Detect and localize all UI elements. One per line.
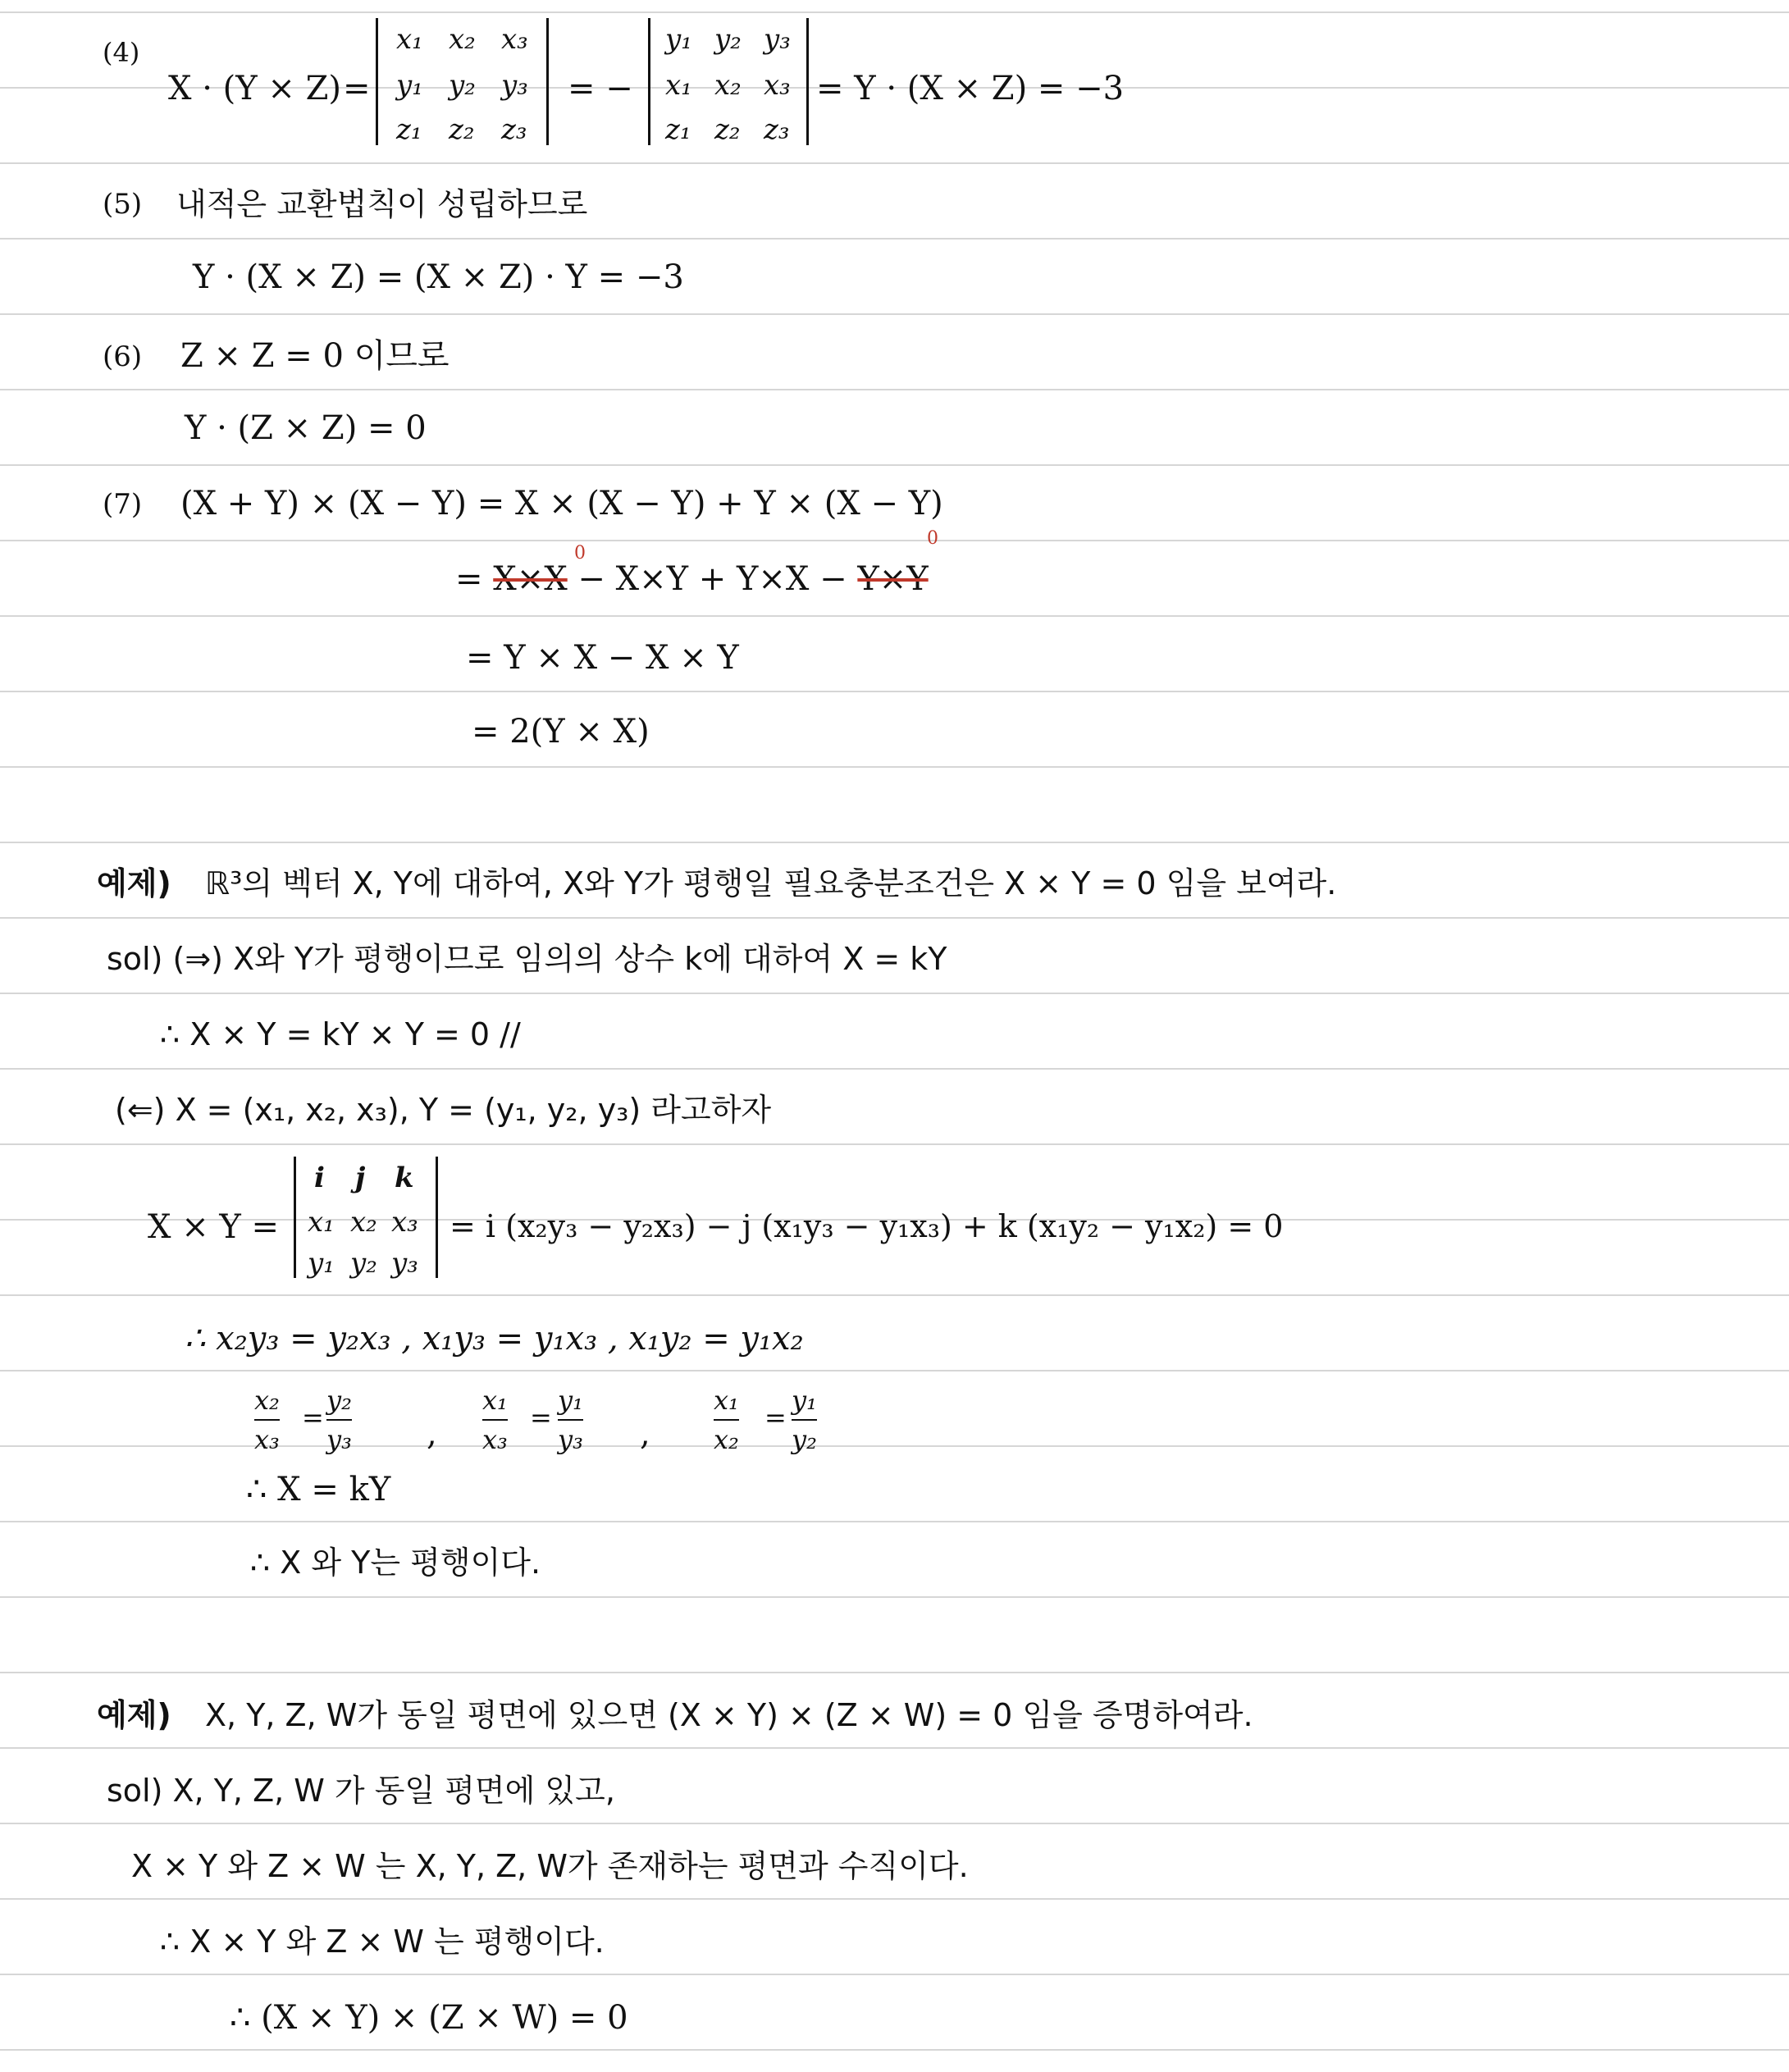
ex1-statement: ℝ³의 벡터 X, Y에 대하여, X와 Y가 평행일 필요충분조건은 X × Y = 0 임을 보여라.: [205, 865, 1337, 901]
ex1-sol-line2: ∴ X × Y = kY × Y = 0 //: [160, 1016, 521, 1052]
ex1-determinant: i j k x₁ x₂ x₃ y₁ y₂ y₃: [294, 1157, 438, 1278]
comma-1: ,: [427, 1415, 437, 1453]
p4-rhs: = Y · (X × Z) = −3: [816, 70, 1125, 107]
ex1-heading: 예제): [97, 865, 171, 901]
p4-eq1: =: [343, 70, 371, 107]
ex1-conclusion-2: ∴ X 와 Y는 평행이다.: [250, 1545, 541, 1581]
p5-eq: Y · (X × Z) = (X × Z) · Y = −3: [193, 258, 684, 296]
ex2-sol-line2: X × Y 와 Z × W 는 X, Y, Z, W가 존재하는 평면과 수직이다.: [131, 1848, 969, 1884]
p5-label: (5): [103, 188, 143, 221]
ex1-det-lhs: X × Y =: [148, 1208, 280, 1246]
fraction-3a: x₁ x₂: [714, 1385, 739, 1455]
ex1-conditions: ∴ x₂y₃ = y₂x₃ , x₁y₃ = y₁x₃ , x₁y₂ = y₁x₂: [185, 1320, 804, 1358]
fraction-3b: y₁ y₂: [792, 1385, 817, 1455]
p4-eq2: = −: [568, 70, 633, 107]
eq-sign-1: =: [302, 1402, 324, 1433]
fraction-1b: y₂ y₃: [326, 1385, 352, 1455]
cancelled-term-yy: Y×Y: [857, 560, 929, 598]
p7-line4: = 2(Y × X): [472, 713, 650, 751]
ex2-heading: 예제): [97, 1697, 171, 1733]
p7-line1: (X + Y) × (X − Y) = X × (X − Y) + Y × (X − Y): [180, 485, 943, 523]
p6-text: Z × Z = 0 이므로: [180, 337, 450, 375]
fraction-2b: y₁ y₃: [558, 1385, 583, 1455]
ex2-sol-line1: sol) X, Y, Z, W 가 동일 평면에 있고,: [107, 1773, 615, 1809]
p7-label: (7): [103, 488, 143, 521]
p4-matrix-2: y₁ y₂ y₃ x₁ x₂ x₃ z₁ z₂ z₃: [648, 18, 809, 145]
ex2-sol-line4: ∴ (X × Y) × (Z × W) = 0: [230, 1999, 628, 2037]
eq-sign-3: =: [764, 1402, 787, 1433]
comma-2: ,: [640, 1415, 650, 1453]
p5-text: 내적은 교환법칙이 성립하므로: [176, 186, 588, 222]
zero-mark-1: 0: [574, 543, 586, 564]
ex1-det-rhs: = i (x₂y₃ − y₂x₃) − j (x₁y₃ − y₁x₃) + k (x₁y₂ − y₁x₂) = 0: [450, 1208, 1284, 1244]
fraction-2a: x₁ x₃: [482, 1385, 508, 1455]
ex1-sol-line1: sol) (⇒) X와 Y가 평행이므로 임의의 상수 k에 대하여 X = kY: [107, 941, 947, 977]
p4-lhs: X · (Y × Z): [168, 70, 341, 107]
p7-line2: = X×X − X×Y + Y×X − Y×Y: [455, 560, 929, 598]
cancelled-term-xx: X×X: [493, 560, 568, 598]
zero-mark-2: 0: [927, 528, 938, 549]
ex1-conclusion-1: ∴ X = kY: [246, 1471, 391, 1508]
fraction-1a: x₂ x₃: [254, 1385, 280, 1455]
p4-matrix-1: x₁ x₂ x₃ y₁ y₂ y₃ z₁ z₂ z₃: [376, 18, 549, 145]
p4-label: (4): [103, 37, 140, 68]
p6-label: (6): [103, 340, 143, 373]
ex2-statement: X, Y, Z, W가 동일 평면에 있으면 (X × Y) × (Z × W) = 0 임을 증명하여라.: [205, 1697, 1253, 1733]
p6-eq: Y · (Z × Z) = 0: [185, 409, 427, 447]
eq-sign-2: =: [530, 1402, 552, 1433]
p7-line3: = Y × X − X × Y: [466, 639, 739, 677]
ex1-sol-line3: (⇐) X = (x₁, x₂, x₃), Y = (y₁, y₂, y₃) 라고하자: [115, 1092, 772, 1128]
ex2-sol-line3: ∴ X × Y 와 Z × W 는 평행이다.: [160, 1924, 605, 1960]
